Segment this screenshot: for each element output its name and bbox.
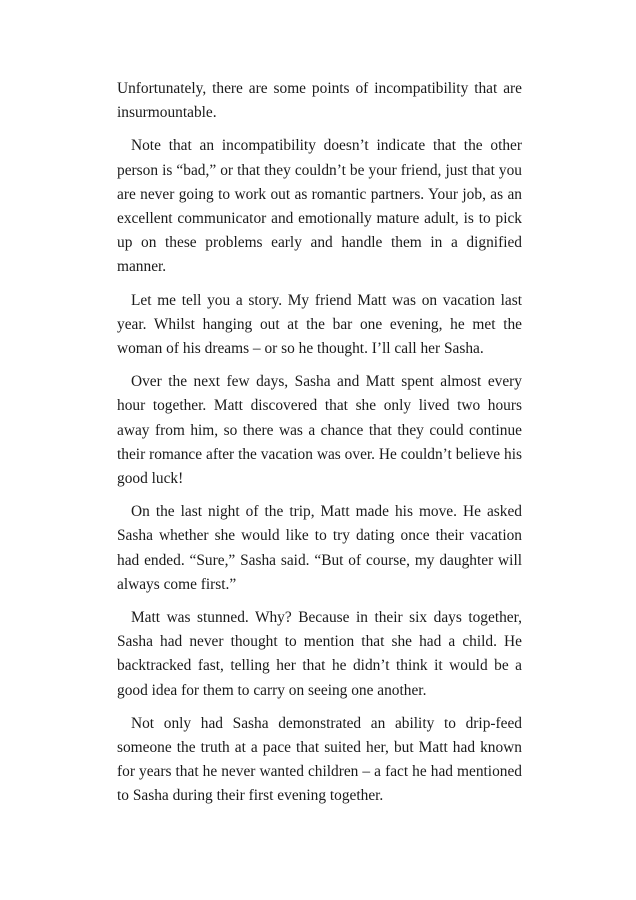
paragraph-2: Note that an incompatibility doesn’t indicate that the other person is “bad,” or that they couldn’t be your friend, just that you are never going to work out as romantic partners. Your job, as an excellent communicator and emotionally mature adult, is to pick up on these problems early and handle them in a dignified manner. bbox=[117, 137, 522, 276]
paragraph-5: On the last night of the trip, Matt made his move. He asked Sasha whether she would like to try dating once their vacation had ended. “Sure,” Sasha said. “But of course, my daughter will always come first.” bbox=[117, 503, 522, 593]
paragraph-6: Matt was stunned. Why? Because in their six days together, Sasha had never thought to mention that she had a child. He backtracked fast, telling her that he didn’t think it would be a good idea for them to carry on seeing one another. bbox=[117, 609, 522, 699]
paragraph-7: Not only had Sasha demonstrated an ability to drip-feed someone the truth at a pace that suited her, but Matt had known for years that he never wanted children – a fact he had mentioned to Sasha during their first evening together. bbox=[117, 714, 522, 805]
paragraph-4: Over the next few days, Sasha and Matt spent almost every hour together. Matt discovered that she only lived two hours away from him, so there was a chance that they could continue their romance after the vacation was over. He couldn’t believe his good luck! bbox=[117, 373, 522, 488]
paragraph-1: Unfortunately, there are some points of incompatibility that are insurmountable. bbox=[117, 80, 522, 122]
page-body bbox=[117, 77, 522, 818]
paragraph-3: Let me tell you a story. My friend Matt was on vacation last year. Whilst hanging out at the bar one evening, he met the woman of his dreams – or so he thought. I’ll call her Sasha. bbox=[117, 291, 522, 358]
